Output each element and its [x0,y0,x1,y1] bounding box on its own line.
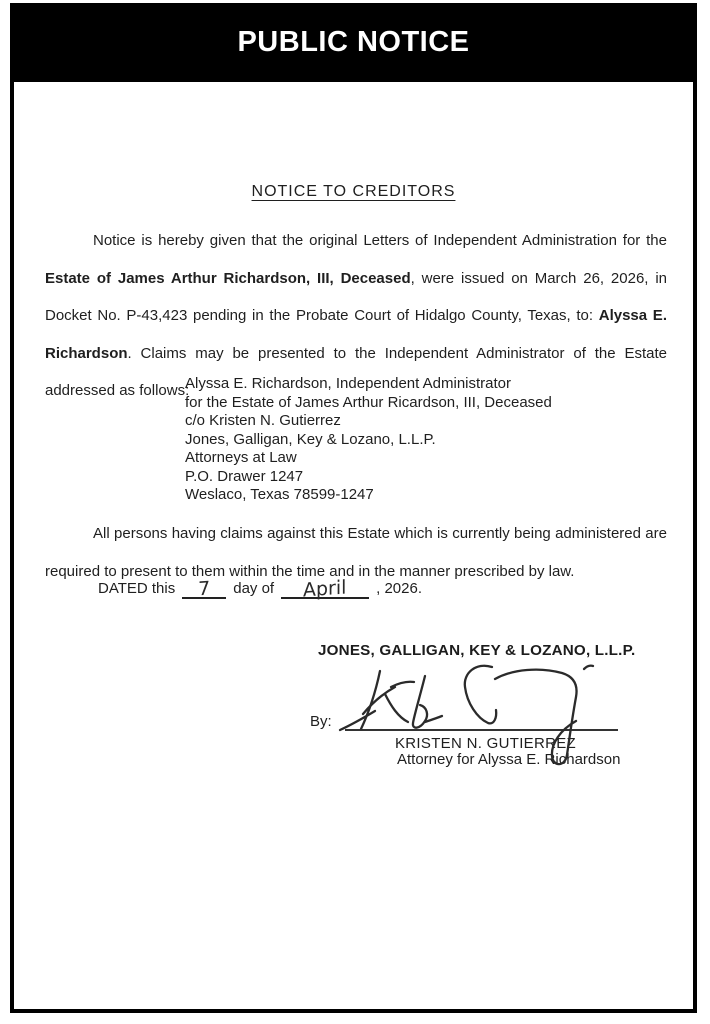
header-banner [10,3,697,82]
administrator-name-bold: Alyssa E. Richardson [45,307,667,362]
dated-suffix: , 2026. [376,580,422,597]
by-label: By: [310,713,332,730]
signer-title: Attorney for Alyssa E. Richardson [397,751,621,768]
address-line: Jones, Galligan, Key & Lozano, L.L.P. [185,430,436,448]
signer-name: KRISTEN N. GUTIERREZ [395,735,577,752]
address-line: P.O. Drawer 1247 [185,467,304,485]
claims-paragraph: All persons having claims against this Estate which is currently being administered are required to present to them within the time and in the manner prescribed by law. [45,525,667,580]
dated-line [98,578,422,610]
signature-line [345,713,618,731]
law-firm-name: JONES, GALLIGAN, KEY & LOZANO, L.L.P. [318,642,636,659]
notice-heading: NOTICE TO CREDITORS [251,183,456,200]
para1-text-1: Notice is hereby given that the original Letters of Independent Administration for the [93,232,667,249]
page-title: PUBLIC NOTICE [237,26,470,58]
address-line: Weslaco, Texas 78599-1247 [185,486,374,503]
dated-middle: day of [233,580,275,597]
notice-document [10,82,697,1013]
administrator-address-block [185,375,552,505]
address-line: Alyssa E. Richardson, Independent Administrator [185,375,512,392]
day-blank-line [182,578,226,599]
address-line: Attorneys at Law [185,449,297,466]
para1-text-2: , were issued on March 26, 2026, in Docket No. P-43,423 pending in the Probate Court of Hidalgo County, Texas, to: [45,269,667,324]
dated-prefix: DATED this [98,580,176,597]
month-blank-line [281,576,369,602]
para1-text-3: . Claims may be presented to the Independent Administrator of the Estate addressed as follows: [45,344,667,399]
estate-name-bold: Estate of James Arthur Richardson, III, Deceased [45,269,411,287]
address-line: for the Estate of James Arthur Ricardson, III, Deceased [185,393,552,411]
handwritten-day: 7 [198,577,211,601]
address-line: c/o Kristen N. Gutierrez [185,412,341,429]
handwritten-month: April [303,576,347,602]
